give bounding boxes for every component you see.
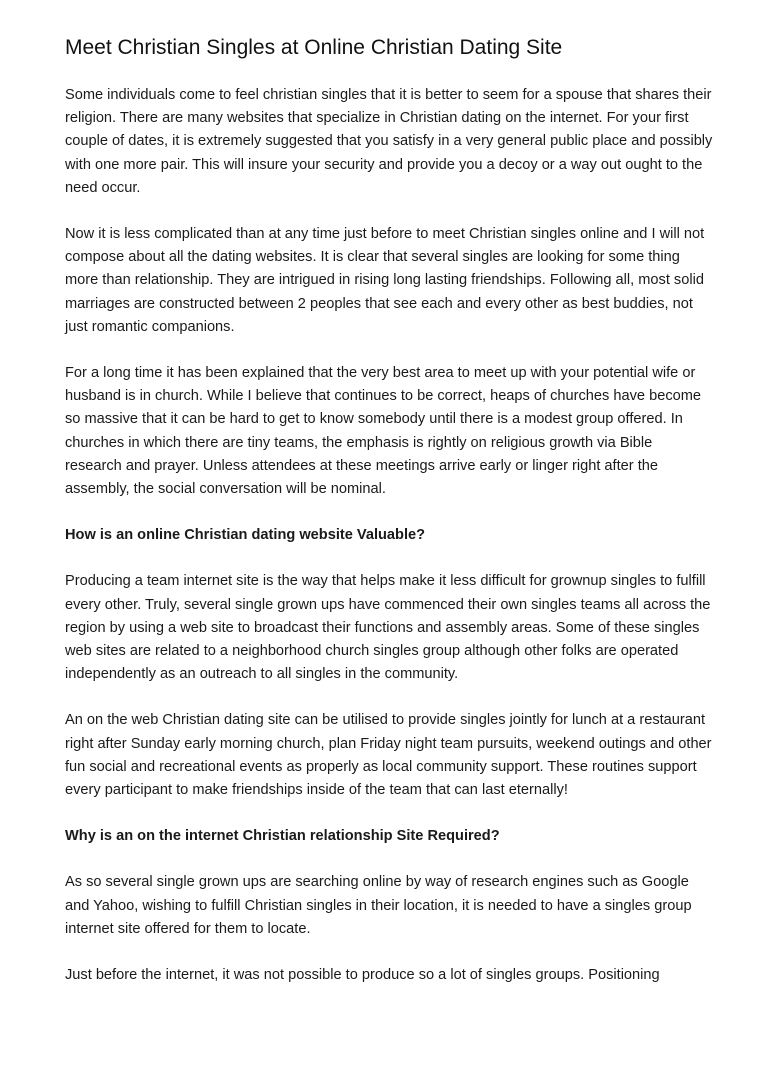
paragraph-2: Now it is less complicated than at any time just before to meet Christian singles online and I will not compose about all the dating websites. It is clear that several singles are looking for some thing more than relationship. They are intrigued in rising long lasting friendships. Following all, most solid marriages are constructed between 2 peoples that see each and every other as best buddies, not just romantic companions. — [65, 226, 705, 335]
page-title: Meet Christian Singles at Online Christian Dating Site — [65, 36, 563, 59]
paragraph-6: As so several single grown ups are searching online by way of research engines such as Google and Yahoo, wishing to fulfill Christian singles in their location, it is needed to have a singles group internet site offered for them to locate. — [65, 874, 692, 937]
section-heading-2: Why is an on the internet Christian relationship Site Required? — [65, 828, 500, 845]
paragraph-1: Some individuals come to feel christian singles that it is better to seem for a spouse that shares their religion. There are many websites that specialize in Christian dating on the internet. For your first couple of dates, it is extremely suggested that you satisfy in a very general public place and possibly with one more pair. This will insure your security and provide you a decoy or a way out ought to the need occur. — [65, 87, 713, 196]
section-heading-1: How is an online Christian dating website Valuable? — [65, 527, 426, 544]
paragraph-4: Producing a team internet site is the way that helps make it less difficult for grownup singles to fulfill every other. Truly, several single grown ups have commenced their own singles teams all across the region by using a web site to broadcast their functions and assembly areas. Some of these singles web sites are related to a neighborhood church singles group although other folks are operated independently as an outreach to all singles in the community. — [65, 573, 711, 683]
paragraph-7: Just before the internet, it was not possible to produce so a lot of singles groups. Positioning — [65, 967, 660, 984]
paragraph-3: For a long time it has been explained that the very best area to meet up with your potential wife or husband is in church. While I believe that continues to be correct, heaps of churches have become so massive that it can be hard to get to know somebody until there is a modest group offered. In churches in which there are tiny teams, the emphasis is rightly on religious growth via Bible research and prayer. Unless attendees at these meetings arrive early or linger right after the assembly, the social conversation will be nominal. — [65, 365, 702, 498]
paragraph-5: An on the web Christian dating site can be utilised to provide singles jointly for lunch at a restaurant right after Sunday early morning church, plan Friday night team pursuits, weekend outings and other fun social and recreational events as properly as local community support. These routines support every participant to make friendships inside of the team that can last eternally! — [65, 712, 712, 799]
document-page — [65, 34, 713, 1010]
